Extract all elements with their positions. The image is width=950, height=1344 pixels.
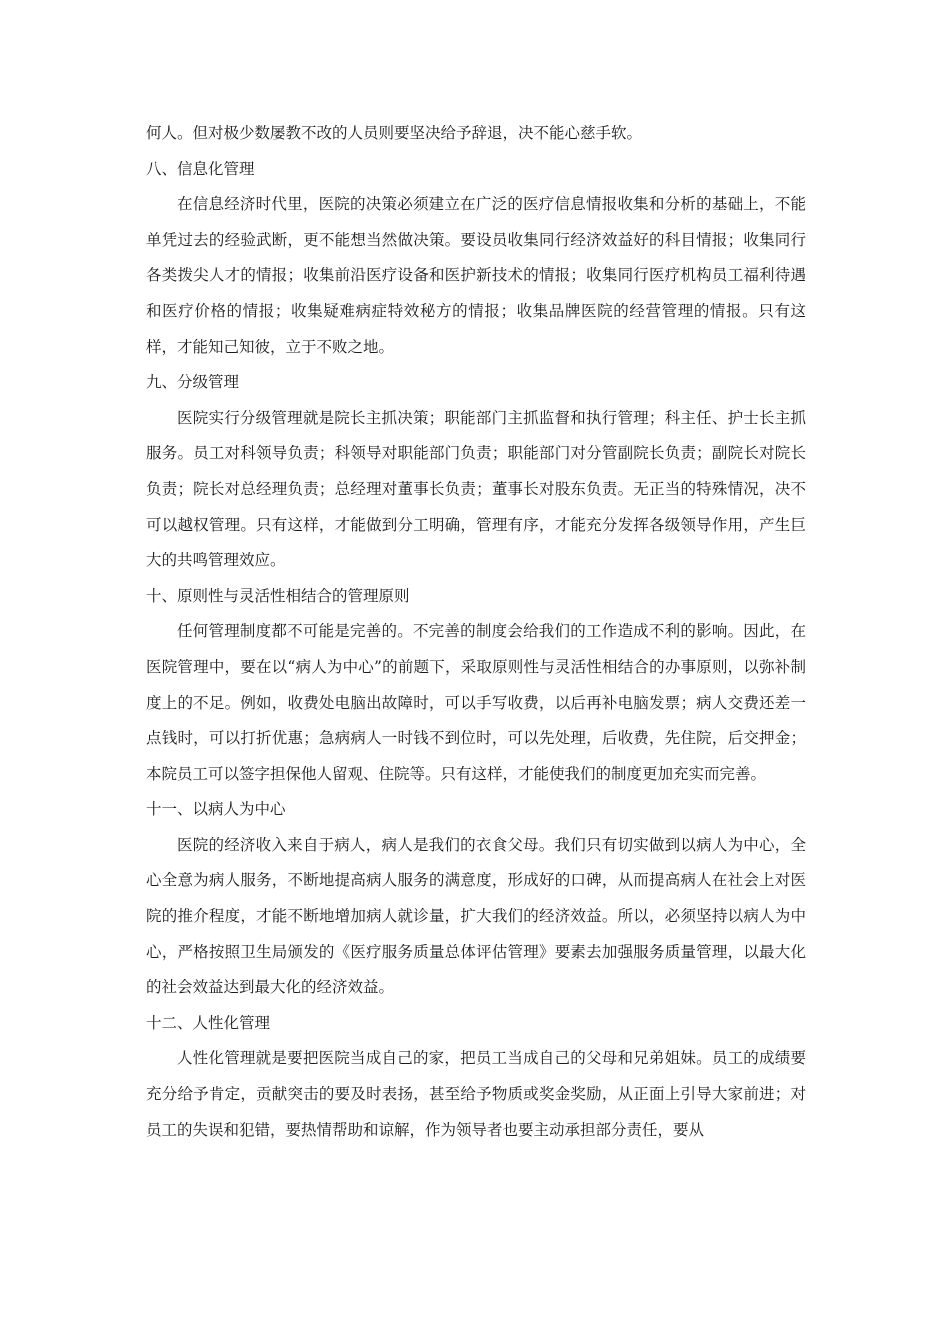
section-paragraph-12: 人性化管理就是要把医院当成自己的家，把员工当成自己的父母和兄弟姐妹。员工的成绩要充分给予肯定，贡献突击的要及时表扬，甚至给予物质或奖金奖励，从正面上引导大家前进；对员工的失误和犯错，要热情帮助和谅解，作为领导者也要主动承担部分责任，要从 xyxy=(146,1049,806,1139)
section-paragraph-9: 医院实行分级管理就是院长主抓决策；职能部门主抓监督和执行管理；科主任、护士长主抓服务。员工对科领导负责；科领导对职能部门负责；职能部门对分管副院长负责；副院长对院长负责；院长对总经理负责；总经理对董事长负责；董事长对股东负责。无正当的特殊情况，决不可以越权管理。只有这样，才能做到分工明确，管理有序，才能充分发挥各级领导作用，产生巨大的共鸣管理效应。 xyxy=(146,408,806,570)
section-paragraph-11: 医院的经济收入来自于病人，病人是我们的衣食父母。我们只有切实做到以病人为中心，全心全意为病人服务，不断地提高病人服务的满意度，形成好的口碑，从而提高病人在社会上对医院的推介程度，才能不断地增加病人就诊量，扩大我们的经济效益。所以，必须坚持以病人为中心，严格按照卫生局颁发的《医疗服务质量总体评估管理》要素去加强服务质量管理，以最大化的社会效益达到最大化的经济效益。 xyxy=(146,835,806,997)
section-paragraph-10: 任何管理制度都不可能是完善的。不完善的制度会给我们的工作造成不利的影响。因此，在医院管理中，要在以“病人为中心”的前题下，采取原则性与灵活性相结合的办事原则，以弥补制度上的不足。例如，收费处电脑出故障时，可以手写收费，以后再补电脑发票；病人交费还差一点钱时，可以打折优惠；急病病人一时钱不到位时，可以先处理，后收费，先住院，后交押金；本院员工可以签字担保他人留观、住院等。只有这样，才能使我们的制度更加充实而完善。 xyxy=(146,622,806,783)
section-heading-11: 十一、以病人为中心 xyxy=(146,800,286,819)
document-page xyxy=(146,116,806,1148)
section-heading-8: 八、信息化管理 xyxy=(146,159,255,178)
section-paragraph-8: 在信息经济时代里，医院的决策必须建立在广泛的医疗信息情报收集和分析的基础上，不能单凭过去的经验武断，更不能想当然做决策。要设员收集同行经济效益好的科目情报；收集同行各类拨尖人才的情报；收集前沿医疗设备和医护新技术的情报；收集同行医疗机构员工福利待遇和医疗价格的情报；收集疑难病症特效秘方的情报；收集品牌医院的经营管理的情报。只有这样，才能知己知彼，立于不败之地。 xyxy=(146,195,806,356)
section-heading-10: 十、原则性与灵活性相结合的管理原则 xyxy=(146,586,410,605)
continued-text-line: 何人。但对极少数屡教不改的人员则要坚决给予辞退，决不能心慈手软。 xyxy=(146,124,643,142)
section-heading-12: 十二、人性化管理 xyxy=(146,1013,271,1032)
section-heading-9: 九、分级管理 xyxy=(146,373,240,392)
